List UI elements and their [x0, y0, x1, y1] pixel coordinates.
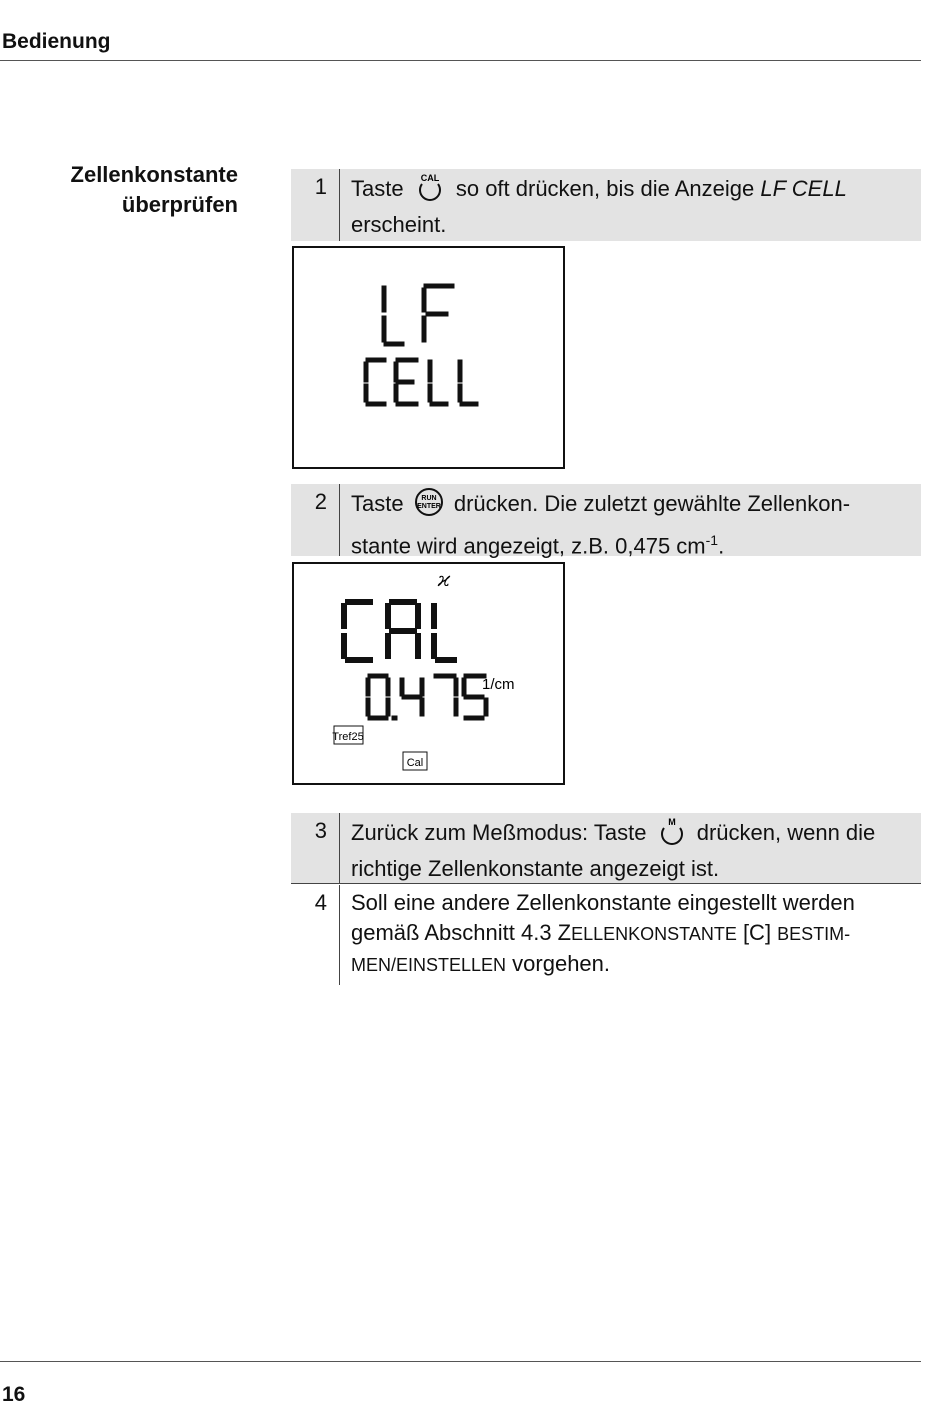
header-rule: [0, 60, 921, 61]
xref-smallcaps-3: MEN/EINSTELLEN: [351, 955, 507, 975]
step-text-pre: Zurück zum Meßmodus: Taste: [351, 820, 647, 845]
xref-smallcaps-1: ELLENKONSTANTE: [571, 924, 737, 944]
xref-mid: [C]: [736, 920, 778, 945]
svg-text:M: M: [667, 817, 676, 827]
step-3: [291, 813, 921, 883]
step-text: [351, 885, 921, 987]
step-number: 3: [291, 813, 340, 883]
step-text-line1: Soll eine andere Zellenkonstante eingestellt werden: [351, 890, 855, 915]
kappa-symbol: ϰ: [437, 567, 451, 591]
step-text-post: drücken. Die zuletzt gewählte Zellenkon-: [453, 491, 851, 516]
step-text-line2: erscheint.: [351, 212, 447, 237]
mode-key-icon: [655, 816, 689, 854]
step-text: [351, 484, 921, 568]
period: .: [718, 533, 725, 559]
svg-text:RUN: RUN: [421, 495, 437, 502]
lcd-segments: [294, 564, 563, 783]
step-text-pre: Taste: [351, 491, 404, 516]
section-title-line1: Zellenkonstante: [70, 162, 238, 187]
step-text-line3-post: vorgehen.: [506, 951, 611, 976]
step-text: [351, 813, 921, 891]
step-text: [351, 169, 921, 247]
xref-smallcaps-2: BESTIM-: [777, 924, 851, 944]
unit-label: 1/cm: [482, 676, 515, 693]
section-title: [0, 160, 238, 220]
step-separator: [291, 883, 921, 884]
step-number: 4: [291, 885, 340, 985]
run-enter-key-icon: [412, 487, 446, 525]
footer-rule: [0, 1361, 921, 1362]
cal-key-icon: [412, 172, 448, 210]
running-header: Bedienung: [2, 30, 111, 53]
cal-key-label: CAL: [420, 173, 439, 183]
lcd-display-lf-cell: [292, 246, 565, 469]
step-1: [291, 169, 921, 241]
step-number: 1: [291, 169, 340, 241]
step-text-line2: richtige Zellenkonstante angezeigt ist.: [351, 856, 720, 881]
lcd-display-cal: [292, 562, 565, 785]
step-text-line2: stante wird angezeigt, z.B. 0,475 cm: [351, 533, 706, 559]
step-text-line2-pre: gemäß Abschnitt 4.3 Z: [351, 920, 572, 945]
step-text-pre: Taste: [351, 176, 404, 201]
step-2: [291, 484, 921, 559]
step-text-post: drücken, wenn die: [696, 820, 876, 845]
lcd-segments: [294, 248, 563, 467]
svg-text:ENTER: ENTER: [416, 503, 441, 510]
section-title-line2: überprüfen: [121, 192, 238, 217]
step-text-post: so oft drücken, bis die Anzeige: [455, 176, 755, 201]
step-number: 2: [291, 484, 340, 556]
page-number: 16: [2, 1383, 26, 1406]
cal-label: Cal: [406, 757, 424, 769]
tref-label: Tref25: [332, 731, 364, 743]
superscript: -1: [705, 532, 719, 548]
display-name-emph: LF CELL: [760, 176, 847, 201]
step-4: [291, 885, 921, 985]
